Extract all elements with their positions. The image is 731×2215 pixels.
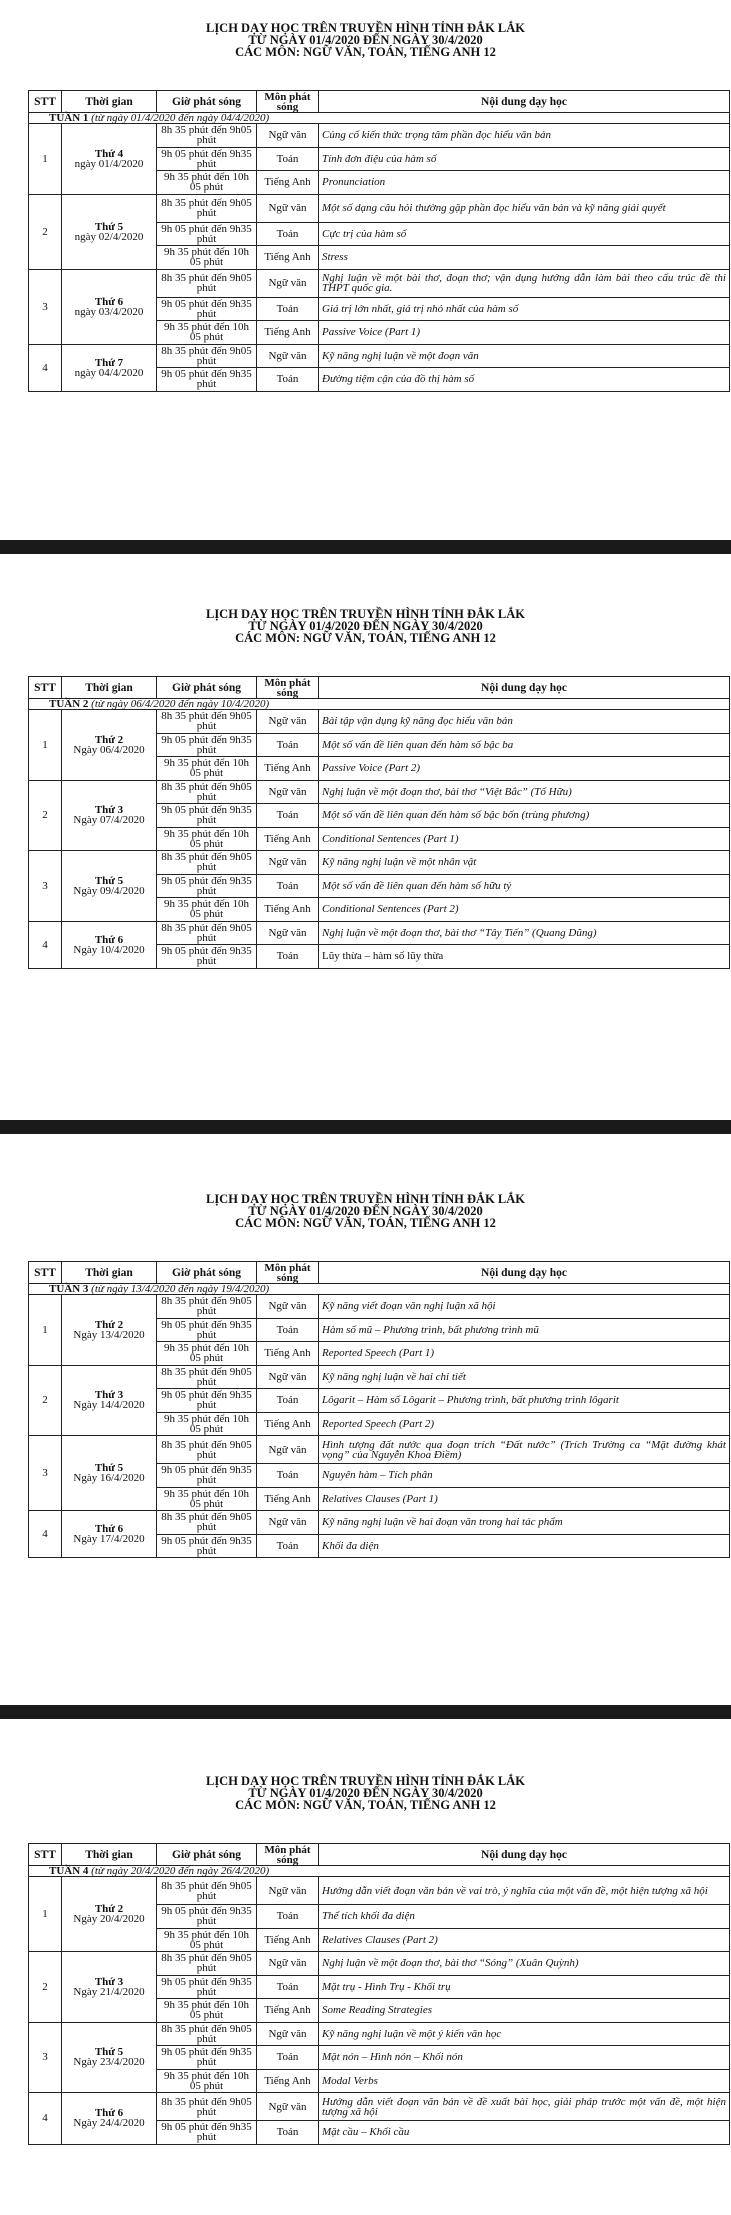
subject-cell: Ngữ văn <box>257 1365 319 1389</box>
subject-cell: Ngữ văn <box>257 851 319 875</box>
content-cell: Modal Verbs <box>319 2069 730 2093</box>
broadcast-time: 9h 35 phút đến 10h 05 phút <box>157 2069 257 2093</box>
subject-cell: Ngữ văn <box>257 269 319 297</box>
subject-cell: Ngữ văn <box>257 194 319 222</box>
content-cell: Khối đa diện <box>319 1534 730 1558</box>
day-name: Thứ 4 <box>94 147 124 160</box>
col-subject <box>257 91 319 113</box>
col-broadcast: Giờ phát sóng <box>157 1262 257 1284</box>
day-cell <box>62 710 157 781</box>
broadcast-time: 9h 05 phút đến 9h35 phút <box>157 804 257 828</box>
schedule-table <box>28 90 730 392</box>
page-separator-2 <box>0 1120 731 1134</box>
day-cell <box>62 780 157 851</box>
title-line2: TỪ NGÀY 01/4/2020 ĐẾN NGÀY 30/4/2020 <box>248 619 483 633</box>
day-name: Thứ 3 <box>94 1975 124 1988</box>
subject-cell: Toán <box>257 368 319 392</box>
content-cell: Lũy thừa – hàm số lũy thừa <box>319 945 730 969</box>
subject-cell: Ngữ văn <box>257 1295 319 1319</box>
stt-cell: 2 <box>29 194 62 269</box>
week-label: TUẦN 1 <box>49 112 89 124</box>
day-cell <box>62 124 157 195</box>
day-name: Thứ 6 <box>94 933 124 946</box>
broadcast-time: 8h 35 phút đến 9h05 phút <box>157 1877 257 1905</box>
table-row <box>29 194 730 222</box>
col-time: Thời gian <box>62 1262 157 1284</box>
subject-cell: Toán <box>257 1975 319 1999</box>
stt-cell: 3 <box>29 2022 62 2093</box>
table-row <box>29 2093 730 2121</box>
subject-cell: Toán <box>257 945 319 969</box>
subject-cell: Toán <box>257 1905 319 1929</box>
content-cell: Some Reading Strategies <box>319 1999 730 2023</box>
col-time: Thời gian <box>62 1844 157 1866</box>
content-cell: Reported Speech (Part 2) <box>319 1412 730 1436</box>
subject-cell: Tiếng Anh <box>257 757 319 781</box>
stt-cell: 1 <box>29 124 62 195</box>
col-stt: STT <box>29 91 62 113</box>
day-name: Thứ 5 <box>94 874 124 887</box>
day-name: Thứ 5 <box>94 2046 124 2059</box>
day-cell <box>62 269 157 344</box>
content-cell: Stress <box>319 246 730 270</box>
page-title <box>0 1193 731 1229</box>
content-cell: Nguyên hàm – Tích phân <box>319 1464 730 1488</box>
header-row <box>29 91 730 113</box>
col-subject-line2: sóng <box>276 1853 299 1866</box>
stt-cell: 1 <box>29 1877 62 1952</box>
subject-cell: Ngữ văn <box>257 2093 319 2121</box>
day-date: ngày 01/4/2020 <box>74 157 144 170</box>
day-cell <box>62 1295 157 1366</box>
week-label: TUẦN 4 <box>49 1865 89 1877</box>
content-cell: Kỹ năng nghị luận về một nhân vật <box>319 851 730 875</box>
broadcast-time: 9h 05 phút đến 9h35 phút <box>157 147 257 171</box>
col-subject <box>257 1844 319 1866</box>
broadcast-time: 9h 35 phút đến 10h 05 phút <box>157 898 257 922</box>
table-row <box>29 1877 730 1905</box>
content-cell: Một số vấn đề liên quan đến hàm số bậc ba <box>319 733 730 757</box>
stt-cell: 2 <box>29 1952 62 2023</box>
col-subject-line1: Môn phát <box>264 676 311 689</box>
day-name: Thứ 5 <box>94 220 124 233</box>
header-row <box>29 1844 730 1866</box>
subject-cell: Toán <box>257 1389 319 1413</box>
subject-cell: Tiếng Anh <box>257 898 319 922</box>
col-time: Thời gian <box>62 677 157 699</box>
broadcast-time: 9h 05 phút đến 9h35 phút <box>157 222 257 246</box>
day-name: Thứ 5 <box>94 1462 124 1474</box>
day-date: Ngày 24/4/2020 <box>73 2117 145 2130</box>
broadcast-time: 9h 35 phút đến 10h 05 phút <box>157 1487 257 1511</box>
subject-cell: Toán <box>257 297 319 321</box>
title-line3: CÁC MÔN: NGỮ VĂN, TOÁN, TIẾNG ANH 12 <box>235 1798 496 1812</box>
content-cell: Thể tích khối đa diện <box>319 1905 730 1929</box>
day-cell <box>62 1365 157 1436</box>
content-cell: Nghị luận về một đoạn thơ, bài thơ “Sóng” (Xuân Quỳnh) <box>319 1952 730 1976</box>
content-cell: Nghị luận về một đoạn thơ, bài thơ “Việt Bắc” (Tố Hữu) <box>319 780 730 804</box>
week-row <box>29 699 730 710</box>
week-label: TUẦN 2 <box>49 698 89 710</box>
week-range: (từ ngày 20/4/2020 đến ngày 26/4/2020) <box>91 1865 270 1877</box>
broadcast-time: 9h 35 phút đến 10h 05 phút <box>157 1412 257 1436</box>
broadcast-time: 9h 35 phút đến 10h 05 phút <box>157 1928 257 1952</box>
stt-cell: 4 <box>29 1511 62 1558</box>
page-separator-1 <box>0 540 731 554</box>
broadcast-time: 9h 05 phút đến 9h35 phút <box>157 1534 257 1558</box>
broadcast-time: 8h 35 phút đến 9h05 phút <box>157 269 257 297</box>
broadcast-time: 9h 05 phút đến 9h35 phút <box>157 368 257 392</box>
day-cell <box>62 344 157 391</box>
content-cell: Một số dạng câu hỏi thường gặp phần đọc hiểu văn bản và kỹ năng giải quyết <box>319 194 730 222</box>
broadcast-time: 9h 05 phút đến 9h35 phút <box>157 297 257 321</box>
schedule-table <box>28 1261 730 1558</box>
broadcast-time: 9h 35 phút đến 10h 05 phút <box>157 827 257 851</box>
broadcast-time: 8h 35 phút đến 9h05 phút <box>157 921 257 945</box>
col-subject-line1: Môn phát <box>264 90 311 103</box>
col-broadcast: Giờ phát sóng <box>157 677 257 699</box>
col-subject-line1: Môn phát <box>264 1261 311 1274</box>
subject-cell: Tiếng Anh <box>257 1999 319 2023</box>
title-line2: TỪ NGÀY 01/4/2020 ĐẾN NGÀY 30/4/2020 <box>248 1204 483 1218</box>
broadcast-time: 9h 35 phút đến 10h 05 phút <box>157 757 257 781</box>
broadcast-time: 9h 35 phút đến 10h 05 phút <box>157 171 257 195</box>
week-range: (từ ngày 06/4/2020 đến ngày 10/4/2020) <box>91 698 270 710</box>
subject-cell: Ngữ văn <box>257 2022 319 2046</box>
week-label: TUẦN 3 <box>49 1283 89 1295</box>
col-subject <box>257 1262 319 1284</box>
stt-cell: 2 <box>29 1365 62 1436</box>
content-cell: Giá trị lớn nhất, giá trị nhỏ nhất của hàm số <box>319 297 730 321</box>
broadcast-time: 9h 05 phút đến 9h35 phút <box>157 2121 257 2145</box>
title-line3: CÁC MÔN: NGỮ VĂN, TOÁN, TIẾNG ANH 12 <box>235 631 496 645</box>
broadcast-time: 9h 05 phút đến 9h35 phút <box>157 945 257 969</box>
broadcast-time: 8h 35 phút đến 9h05 phút <box>157 1295 257 1319</box>
subject-cell: Toán <box>257 1318 319 1342</box>
content-cell: Mặt trụ - Hình Trụ - Khối trụ <box>319 1975 730 1999</box>
title-line1: LỊCH DẠY HỌC TRÊN TRUYỀN HÌNH TỈNH ĐẮK LẮK <box>205 1192 526 1206</box>
day-name: Thứ 6 <box>94 295 124 308</box>
title-line2: TỪ NGÀY 01/4/2020 ĐẾN NGÀY 30/4/2020 <box>248 33 483 47</box>
title-line1: LỊCH DẠY HỌC TRÊN TRUYỀN HÌNH TỈNH ĐẮK LẮK <box>205 607 526 621</box>
day-date: Ngày 21/4/2020 <box>73 1985 145 1998</box>
content-cell: Kỹ năng nghị luận về một ý kiến văn học <box>319 2022 730 2046</box>
broadcast-time: 9h 05 phút đến 9h35 phút <box>157 1905 257 1929</box>
subject-cell: Tiếng Anh <box>257 246 319 270</box>
header-row <box>29 1262 730 1284</box>
content-cell: Pronunciation <box>319 171 730 195</box>
subject-cell: Toán <box>257 733 319 757</box>
broadcast-time: 8h 35 phút đến 9h05 phút <box>157 1952 257 1976</box>
day-name: Thứ 2 <box>94 733 124 746</box>
schedule-table <box>28 1843 730 2145</box>
broadcast-time: 9h 35 phút đến 10h 05 phút <box>157 1999 257 2023</box>
broadcast-time: 8h 35 phút đến 9h05 phút <box>157 124 257 148</box>
content-cell: Củng cố kiến thức trọng tâm phần đọc hiểu văn bản <box>319 124 730 148</box>
table-row <box>29 851 730 875</box>
broadcast-time: 9h 05 phút đến 9h35 phút <box>157 733 257 757</box>
header-row <box>29 677 730 699</box>
table-row <box>29 1436 730 1464</box>
table-row <box>29 1295 730 1319</box>
col-broadcast: Giờ phát sóng <box>157 91 257 113</box>
broadcast-time: 9h 35 phút đến 10h 05 phút <box>157 246 257 270</box>
day-date: Ngày 14/4/2020 <box>73 1399 145 1412</box>
content-cell: Bài tập vận dụng kỹ năng đọc hiểu văn bản <box>319 710 730 734</box>
day-name: Thứ 2 <box>94 1903 124 1915</box>
content-cell: Relatives Clauses (Part 1) <box>319 1487 730 1511</box>
week-row <box>29 1284 730 1295</box>
day-date: Ngày 17/4/2020 <box>73 1533 145 1545</box>
day-name: Thứ 3 <box>94 1389 124 1402</box>
content-cell: Hình tượng đất nước qua đoạn trích “Đất nước” (Trích Trường ca “Mặt đường khát vọng” của Nguyễn Khoa Điềm) <box>319 1436 730 1464</box>
day-cell <box>62 1952 157 2023</box>
col-content: Nội dung dạy học <box>319 1262 730 1284</box>
subject-cell: Ngữ văn <box>257 1952 319 1976</box>
content-cell: Một số vấn đề liên quan đến hàm số hữu tỷ <box>319 874 730 898</box>
title-line2: TỪ NGÀY 01/4/2020 ĐẾN NGÀY 30/4/2020 <box>248 1786 483 1800</box>
day-cell <box>62 194 157 269</box>
broadcast-time: 9h 05 phút đến 9h35 phút <box>157 1318 257 1342</box>
stt-cell: 4 <box>29 921 62 968</box>
title-line3: CÁC MÔN: NGỮ VĂN, TOÁN, TIẾNG ANH 12 <box>235 1216 496 1230</box>
title-line3: CÁC MÔN: NGỮ VĂN, TOÁN, TIẾNG ANH 12 <box>235 45 496 59</box>
broadcast-time: 8h 35 phút đến 9h05 phút <box>157 710 257 734</box>
table-row <box>29 921 730 945</box>
broadcast-time: 8h 35 phút đến 9h05 phút <box>157 1511 257 1535</box>
stt-cell: 4 <box>29 344 62 391</box>
content-cell: Tính đơn điệu của hàm số <box>319 147 730 171</box>
stt-cell: 3 <box>29 269 62 344</box>
col-time: Thời gian <box>62 91 157 113</box>
week-range: (từ ngày 01/4/2020 đến ngày 04/4/2020) <box>91 112 270 124</box>
broadcast-time: 8h 35 phút đến 9h05 phút <box>157 2022 257 2046</box>
broadcast-time: 8h 35 phút đến 9h05 phút <box>157 1436 257 1464</box>
content-cell: Kỹ năng nghị luận về hai đoạn văn trong hai tác phẩm <box>319 1511 730 1535</box>
title-line1: LỊCH DẠY HỌC TRÊN TRUYỀN HÌNH TỈNH ĐẮK LẮK <box>205 1774 526 1788</box>
table-row <box>29 2022 730 2046</box>
col-content: Nội dung dạy học <box>319 677 730 699</box>
day-name: Thứ 6 <box>94 2107 124 2120</box>
subject-cell: Ngữ văn <box>257 344 319 368</box>
day-date: Ngày 06/4/2020 <box>73 743 145 756</box>
broadcast-time: 9h 05 phút đến 9h35 phút <box>157 874 257 898</box>
table-row <box>29 780 730 804</box>
content-cell: Hướng dẫn viết đoạn văn bản về đề xuất bài học, giải pháp trước một vấn đề, một hiện tượng xã hội <box>319 2093 730 2121</box>
day-date: Ngày 10/4/2020 <box>73 943 145 956</box>
subject-cell: Tiếng Anh <box>257 1412 319 1436</box>
day-date: ngày 03/4/2020 <box>74 305 144 318</box>
week-row <box>29 113 730 124</box>
page-title <box>0 1775 731 1811</box>
day-cell <box>62 1436 157 1511</box>
content-cell: Conditional Sentences (Part 2) <box>319 898 730 922</box>
broadcast-time: 9h 35 phút đến 10h 05 phút <box>157 321 257 345</box>
subject-cell: Toán <box>257 1534 319 1558</box>
broadcast-time: 8h 35 phút đến 9h05 phút <box>157 344 257 368</box>
subject-cell: Tiếng Anh <box>257 171 319 195</box>
content-cell: Passive Voice (Part 1) <box>319 321 730 345</box>
broadcast-time: 8h 35 phút đến 9h05 phút <box>157 780 257 804</box>
schedule-table <box>28 676 730 969</box>
col-subject-line1: Môn phát <box>264 1843 311 1856</box>
col-broadcast: Giờ phát sóng <box>157 1844 257 1866</box>
stt-cell: 4 <box>29 2093 62 2145</box>
table-row <box>29 124 730 148</box>
subject-cell: Tiếng Anh <box>257 2069 319 2093</box>
subject-cell: Tiếng Anh <box>257 1487 319 1511</box>
table-row <box>29 1365 730 1389</box>
col-subject-line2: sóng <box>276 100 299 113</box>
week-row <box>29 1866 730 1877</box>
day-date: Ngày 16/4/2020 <box>73 1472 145 1484</box>
content-cell: Cực trị của hàm số <box>319 222 730 246</box>
day-date: Ngày 13/4/2020 <box>73 1328 145 1341</box>
col-subject-line2: sóng <box>276 1271 299 1284</box>
col-content: Nội dung dạy học <box>319 91 730 113</box>
broadcast-time: 8h 35 phút đến 9h05 phút <box>157 194 257 222</box>
broadcast-time: 8h 35 phút đến 9h05 phút <box>157 851 257 875</box>
content-cell: Passive Voice (Part 2) <box>319 757 730 781</box>
day-cell <box>62 1511 157 1558</box>
content-cell: Relatives Clauses (Part 2) <box>319 1928 730 1952</box>
subject-cell: Tiếng Anh <box>257 827 319 851</box>
day-name: Thứ 3 <box>94 804 124 817</box>
subject-cell: Ngữ văn <box>257 710 319 734</box>
broadcast-time: 8h 35 phút đến 9h05 phút <box>157 2093 257 2121</box>
day-cell <box>62 1877 157 1952</box>
day-cell <box>62 851 157 922</box>
content-cell: Nghị luận về một bài thơ, đoạn thơ; vận dụng hướng dẫn làm bài theo cấu trúc đề thi THPT quốc gia. <box>319 269 730 297</box>
day-date: ngày 04/4/2020 <box>74 366 144 379</box>
stt-cell: 2 <box>29 780 62 851</box>
stt-cell: 1 <box>29 710 62 781</box>
subject-cell: Ngữ văn <box>257 124 319 148</box>
day-name: Thứ 2 <box>94 1318 124 1331</box>
day-name: Thứ 6 <box>94 1523 124 1535</box>
col-subject-line2: sóng <box>276 686 299 699</box>
col-stt: STT <box>29 677 62 699</box>
day-date: Ngày 20/4/2020 <box>73 1913 145 1925</box>
subject-cell: Toán <box>257 147 319 171</box>
page-title <box>0 22 731 58</box>
stt-cell: 3 <box>29 851 62 922</box>
day-cell <box>62 921 157 968</box>
col-subject <box>257 677 319 699</box>
subject-cell: Tiếng Anh <box>257 1928 319 1952</box>
day-cell <box>62 2093 157 2145</box>
table-row <box>29 269 730 297</box>
day-cell <box>62 2022 157 2093</box>
subject-cell: Ngữ văn <box>257 780 319 804</box>
content-cell: Mặt cầu – Khối cầu <box>319 2121 730 2145</box>
table-row <box>29 1952 730 1976</box>
broadcast-time: 9h 05 phút đến 9h35 phút <box>157 1389 257 1413</box>
subject-cell: Ngữ văn <box>257 1877 319 1905</box>
page-title <box>0 608 731 644</box>
subject-cell: Toán <box>257 874 319 898</box>
page-separator-3 <box>0 1705 731 1719</box>
content-cell: Reported Speech (Part 1) <box>319 1342 730 1366</box>
day-date: Ngày 09/4/2020 <box>73 884 145 897</box>
content-cell: Kỹ năng viết đoạn văn nghị luận xã hội <box>319 1295 730 1319</box>
stt-cell: 3 <box>29 1436 62 1511</box>
subject-cell: Toán <box>257 2046 319 2070</box>
broadcast-time: 9h 05 phút đến 9h35 phút <box>157 2046 257 2070</box>
subject-cell: Ngữ văn <box>257 1436 319 1464</box>
content-cell: Hàm số mũ – Phương trình, bất phương trình mũ <box>319 1318 730 1342</box>
content-cell: Một số vấn đề liên quan đến hàm số bậc bốn (trùng phương) <box>319 804 730 828</box>
content-cell: Đường tiệm cận của đồ thị hàm số <box>319 368 730 392</box>
subject-cell: Toán <box>257 1464 319 1488</box>
stt-cell: 1 <box>29 1295 62 1366</box>
content-cell: Nghị luận về một đoạn thơ, bài thơ “Tây Tiến” (Quang Dũng) <box>319 921 730 945</box>
day-date: Ngày 07/4/2020 <box>73 814 145 827</box>
broadcast-time: 8h 35 phút đến 9h05 phút <box>157 1365 257 1389</box>
day-date: Ngày 23/4/2020 <box>73 2056 145 2069</box>
day-date: ngày 02/4/2020 <box>74 230 144 243</box>
table-row <box>29 710 730 734</box>
broadcast-time: 9h 05 phút đến 9h35 phút <box>157 1464 257 1488</box>
subject-cell: Tiếng Anh <box>257 1342 319 1366</box>
table-row <box>29 344 730 368</box>
content-cell: Lôgarit – Hàm số Lôgarit – Phương trình, bất phương trình lôgarit <box>319 1389 730 1413</box>
broadcast-time: 9h 35 phút đến 10h 05 phút <box>157 1342 257 1366</box>
col-stt: STT <box>29 1262 62 1284</box>
col-content: Nội dung dạy học <box>319 1844 730 1866</box>
subject-cell: Ngữ văn <box>257 1511 319 1535</box>
week-range: (từ ngày 13/4/2020 đến ngày 19/4/2020) <box>91 1283 270 1295</box>
content-cell: Conditional Sentences (Part 1) <box>319 827 730 851</box>
col-stt: STT <box>29 1844 62 1866</box>
table-row <box>29 1511 730 1535</box>
subject-cell: Ngữ văn <box>257 921 319 945</box>
title-line1: LỊCH DẠY HỌC TRÊN TRUYỀN HÌNH TỈNH ĐẮK LẮK <box>205 21 526 35</box>
subject-cell: Toán <box>257 2121 319 2145</box>
content-cell: Mặt nón – Hình nón – Khối nón <box>319 2046 730 2070</box>
content-cell: Hướng dẫn viết đoạn văn bản về vai trò, ý nghĩa của một vấn đề, một hiện tượng xã hội <box>319 1877 730 1905</box>
subject-cell: Toán <box>257 222 319 246</box>
day-name: Thứ 7 <box>94 356 124 369</box>
subject-cell: Tiếng Anh <box>257 321 319 345</box>
subject-cell: Toán <box>257 804 319 828</box>
broadcast-time: 9h 05 phút đến 9h35 phút <box>157 1975 257 1999</box>
content-cell: Kỹ năng nghị luận về một đoạn văn <box>319 344 730 368</box>
content-cell: Kỹ năng nghị luận về hai chi tiết <box>319 1365 730 1389</box>
